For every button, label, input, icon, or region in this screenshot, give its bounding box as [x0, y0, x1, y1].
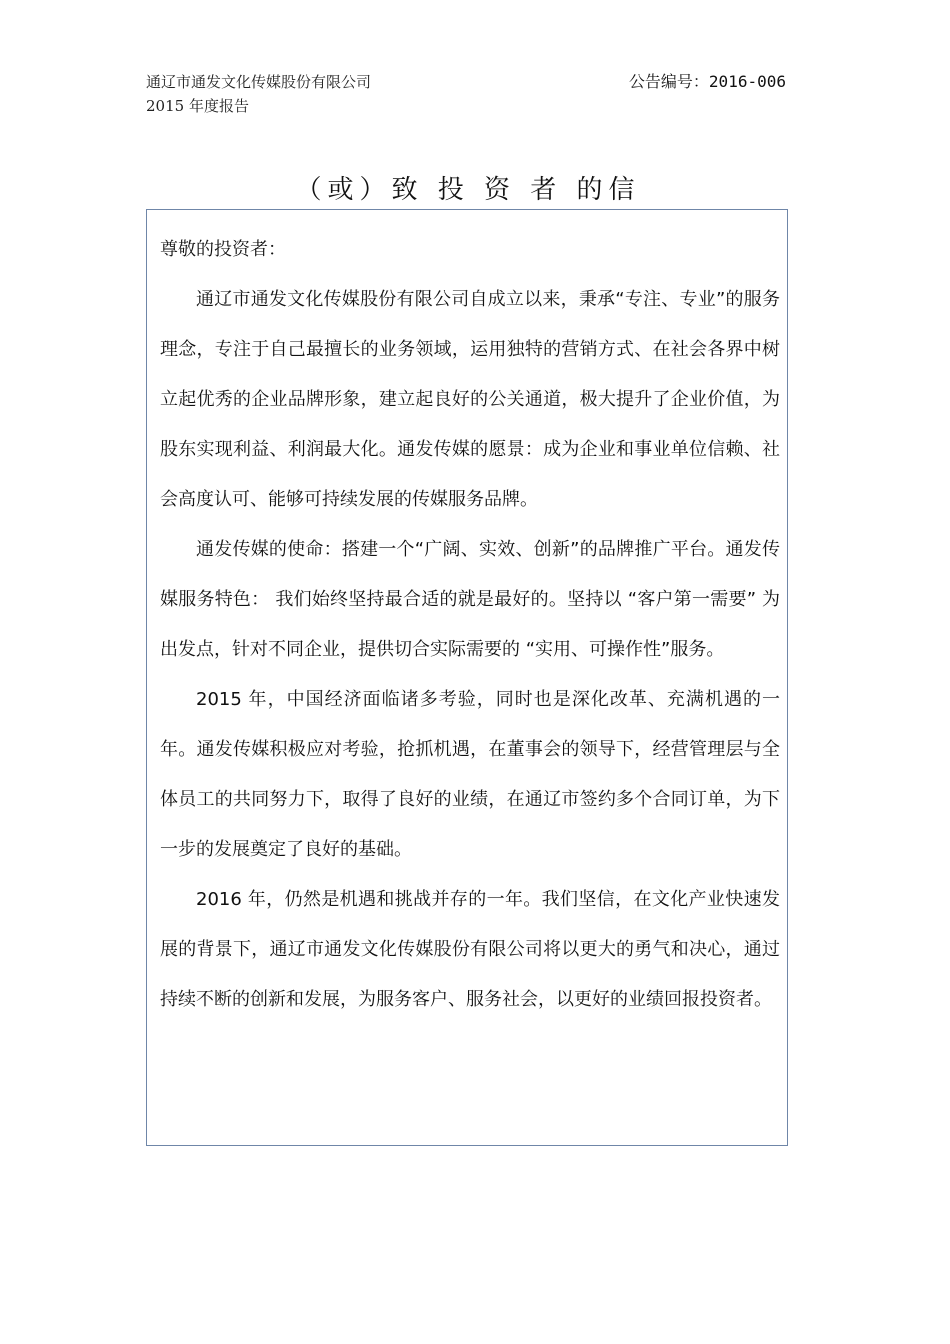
letter-paragraph-4: 2016 年，仍然是机遇和挑战并存的一年。我们坚信，在文化产业快速发展的背景下，通辽市通发文化传媒股份有限公司将以更大的勇气和决心，通过持续不断的创新和发展，为服务客户、服务社会，以更好的业绩回报投资者。: [160, 889, 780, 1010]
letter-paragraph-1: 通辽市通发文化传媒股份有限公司自成立以来，秉承“专注、专业”的服务理念，专注于自己最擅长的业务领域，运用独特的营销方式、在社会各界中树立起优秀的企业品牌形象，建立起良好的公关通道，极大提升了企业价值，为股东实现利益、利润最大化。通发传媒的愿景：成为企业和事业单位信赖、社会高度认可、能够可持续发展的传媒服务品牌。: [160, 289, 780, 510]
letter-paragraph-2: 通发传媒的使命：搭建一个“广阔、实效、创新”的品牌推广平台。通发传媒服务特色： 我们始终坚持最合适的就是最好的。坚持以 “客户第一需要” 为出发点，针对不同企业，提供切合实际需要的 “实用、可操作性”服务。: [160, 539, 780, 660]
letter-body: [160, 225, 780, 1025]
letter-box: [146, 209, 788, 1146]
company-name: 通辽市通发文化传媒股份有限公司: [146, 73, 372, 91]
letter-paragraph-3: 2015 年，中国经济面临诸多考验，同时也是深化改革、充满机遇的一年。通发传媒积极应对考验，抢抓机遇，在董事会的领导下，经营管理层与全体员工的共同努力下，取得了良好的业绩，在通辽市签约多个合同订单，为下一步的发展奠定了良好的基础。: [160, 689, 780, 860]
notice-number: 公告编号：2016-006: [628, 72, 786, 91]
report-label: 2015 年度报告: [146, 97, 249, 115]
page-header-left: [146, 70, 371, 118]
letter-salutation: 尊敬的投资者：: [160, 239, 286, 260]
letter-title: （或）致 投 资 者 的信: [295, 175, 641, 205]
